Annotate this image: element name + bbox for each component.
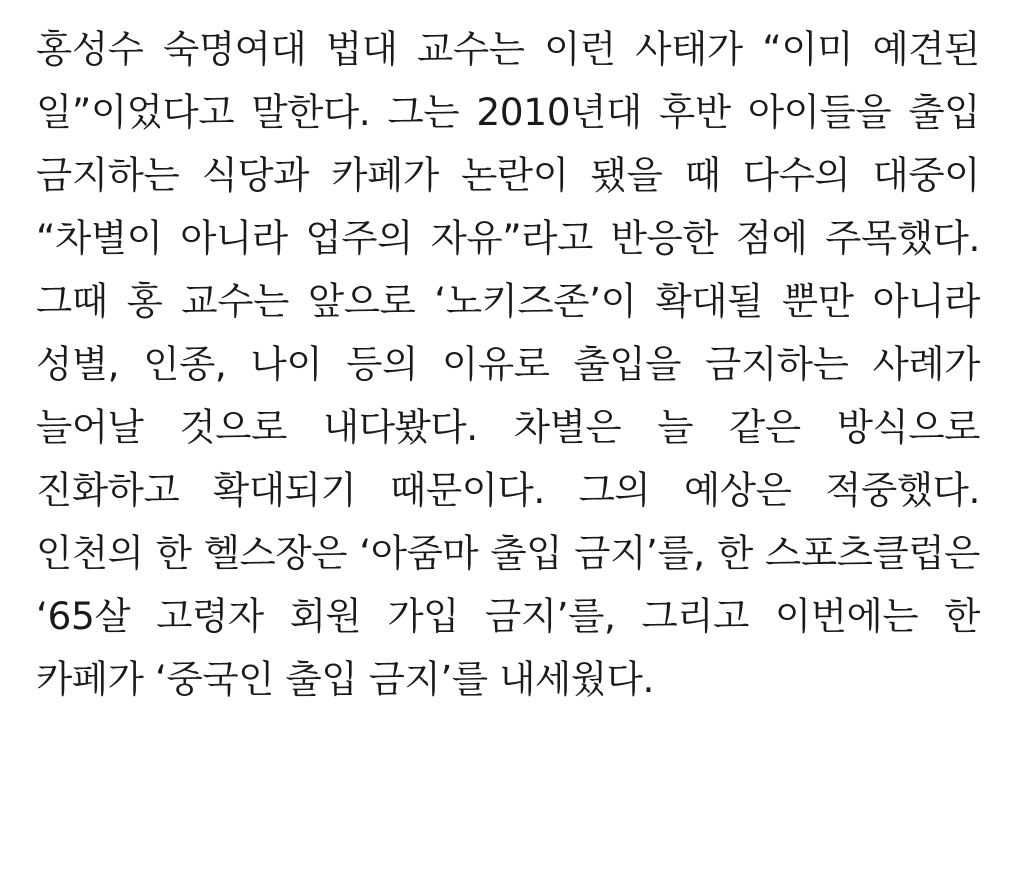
article-paragraph: 홍성수 숙명여대 법대 교수는 이런 사태가 “이미 예견된 일”이었다고 말한다. 그는 2010년대 후반 아이들을 출입 금지하는 식당과 카페가 논란이 됐을 때 다수의 대중이 “차별이 아니라 업주의 자유”라고 반응한 점에 주목했다. 그때 홍 교수는 앞으로 ‘노키즈존’이 확대될 뿐만 아니라 성별, 인종, 나이 등의 이유로 출입을 금지하는 사례가 늘어날 것으로 내다봤다. 차별은 늘 같은 방식으로 진화하고 확대되기 때문이다. 그의 예상은 적중했다. 인천의 한 헬스장은 ‘아줌마 출입 금지’를, 한 스포츠클럽은 ‘65살 고령자 회원 가입 금지’를, 그리고 이번에는 한 카페가 ‘중국인 출입 금지’를 내세웠다.	[36, 27, 980, 701]
